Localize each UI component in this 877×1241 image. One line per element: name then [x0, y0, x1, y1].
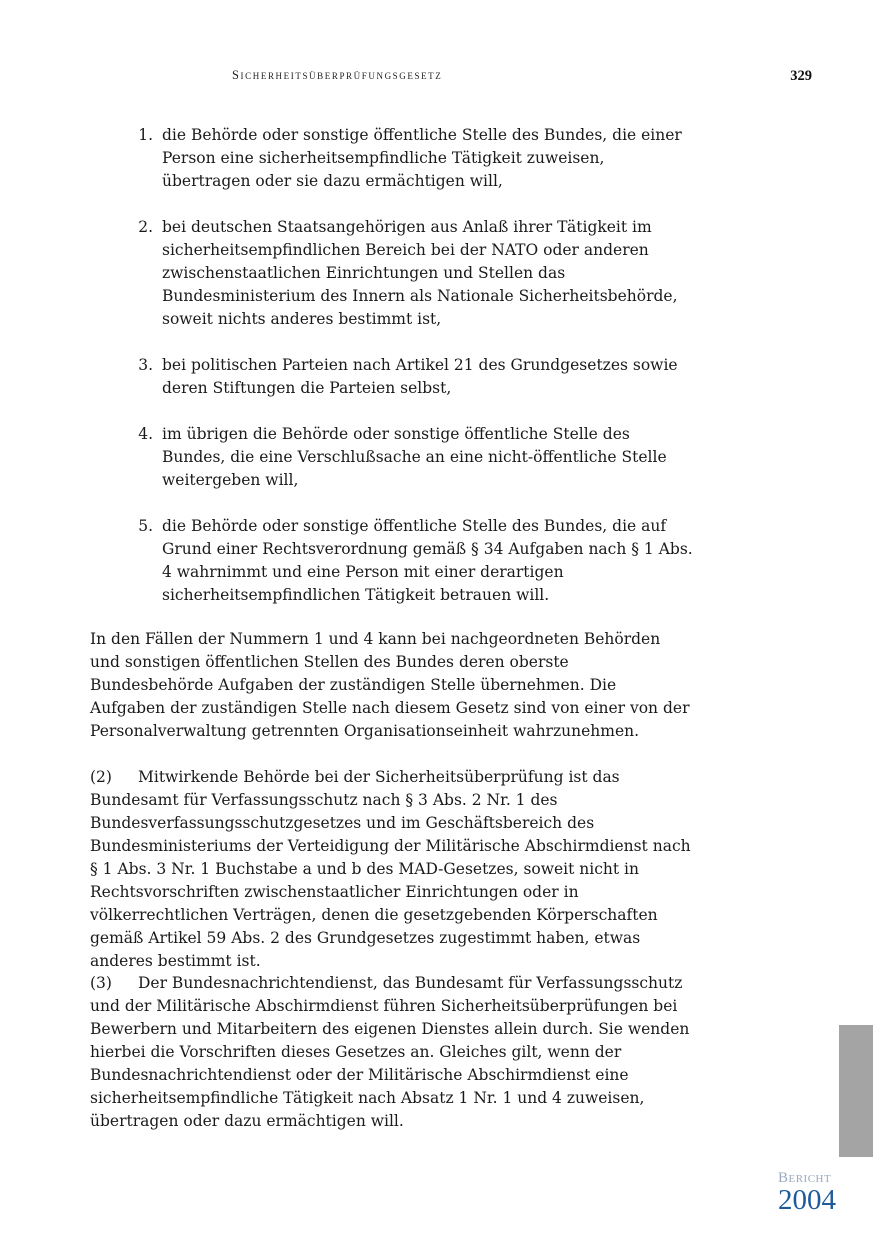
list-item-text: die Behörde oder sonstige öffentliche Stelle des Bundes, die einer Person eine sicherheitsempfindliche Tätigkeit zuweisen, übertragen oder sie dazu ermächtigen will, [162, 126, 682, 190]
list-item [90, 216, 695, 331]
paragraph-2-number: (2) [90, 768, 112, 786]
paragraph-2 [90, 766, 695, 973]
list-item-text: im übrigen die Behörde oder sonstige öffentliche Stelle des Bundes, die eine Verschlußsache an eine nicht-öffentliche Stelle weitergeben will, [162, 425, 667, 489]
list-item-text: bei politischen Parteien nach Artikel 21 des Grundgesetzes sowie deren Stiftungen die Parteien selbst, [162, 356, 678, 397]
report-logo-year: 2004 [778, 1184, 836, 1216]
report-logo [778, 1169, 848, 1216]
list-item-text: bei deutschen Staatsangehörigen aus Anlaß ihrer Tätigkeit im sicherheitsempfindlichen Bereich bei der NATO oder anderen zwischenstaatlichen Einrichtungen und Stellen das Bundesministerium des Innern als Nationale Sicherheitsbehörde, soweit nichts anderes bestimmt ist, [162, 218, 678, 328]
list-item [90, 515, 695, 607]
list-item [90, 124, 695, 193]
list-item-text: die Behörde oder sonstige öffentliche Stelle des Bundes, die auf Grund einer Rechtsverordnung gemäß § 34 Aufgaben nach § 1 Abs. 4 wahrnimmt und eine Person mit einer derartigen sicherheitsempfindlichen Tätigkeit betrauen will. [162, 517, 693, 604]
list-item [90, 354, 695, 400]
list-item-number: 1. [138, 126, 153, 144]
list-item-number: 4. [138, 425, 153, 443]
chapter-side-tab [839, 1025, 873, 1157]
list-item-number: 3. [138, 356, 153, 374]
list-item-number: 5. [138, 517, 153, 535]
report-logo-word: Bericht [778, 1170, 832, 1186]
numbered-list [90, 124, 695, 630]
list-item-number: 2. [138, 218, 153, 236]
paragraph-transfer-rule: In den Fällen der Nummern 1 und 4 kann bei nachgeordneten Behörden und sonstigen öffentlichen Stellen des Bundes deren oberste Bundesbehörde Aufgaben der zuständigen Stelle übernehmen. Die Aufgaben der zuständigen Stelle nach diesem Gesetz sind von einer von der Personalverwaltung getrennten Organisationseinheit wahrzunehmen. [90, 630, 690, 740]
paragraph-3-number: (3) [90, 974, 112, 992]
list-item [90, 423, 695, 492]
page-number: 329 [790, 68, 812, 84]
paragraph-3-text: Der Bundesnachrichtendienst, das Bundesamt für Verfassungsschutz und der Militärische Abschirmdienst führen Sicherheitsüberprüfungen bei Bewerbern und Mitarbeitern des eigenen Dienstes allein durch. Sie wenden hierbei die Vorschriften dieses Gesetzes an. Gleiches gilt, wenn der Bundesnachrichtendienst oder der Militärische Abschirmdienst eine sicherheitsempfindliche Tätigkeit nach Absatz 1 Nr. 1 und 4 zuweisen, übertragen oder dazu ermächtigen will. [90, 974, 690, 1130]
running-title: Sicherheitsüberprüfungsgesetz [232, 68, 443, 82]
paragraph-3 [90, 972, 695, 1133]
paragraph-2-text: Mitwirkende Behörde bei der Sicherheitsüberprüfung ist das Bundesamt für Verfassungsschutz nach § 3 Abs. 2 Nr. 1 des Bundesverfassungsschutzgesetzes und im Geschäftsbereich des Bundesministeriums der Verteidigung der Militärische Abschirmdienst nach § 1 Abs. 3 Nr. 1 Buchstabe a und b des MAD-Gesetzes, soweit nicht in Rechtsvorschriften zwischenstaatlicher Einrichtungen oder in völkerrechtlichen Verträgen, denen die gesetzgebenden Körperschaften gemäß Artikel 59 Abs. 2 des Grundgesetzes zugestimmt haben, etwas anderes bestimmt ist. [90, 768, 691, 970]
